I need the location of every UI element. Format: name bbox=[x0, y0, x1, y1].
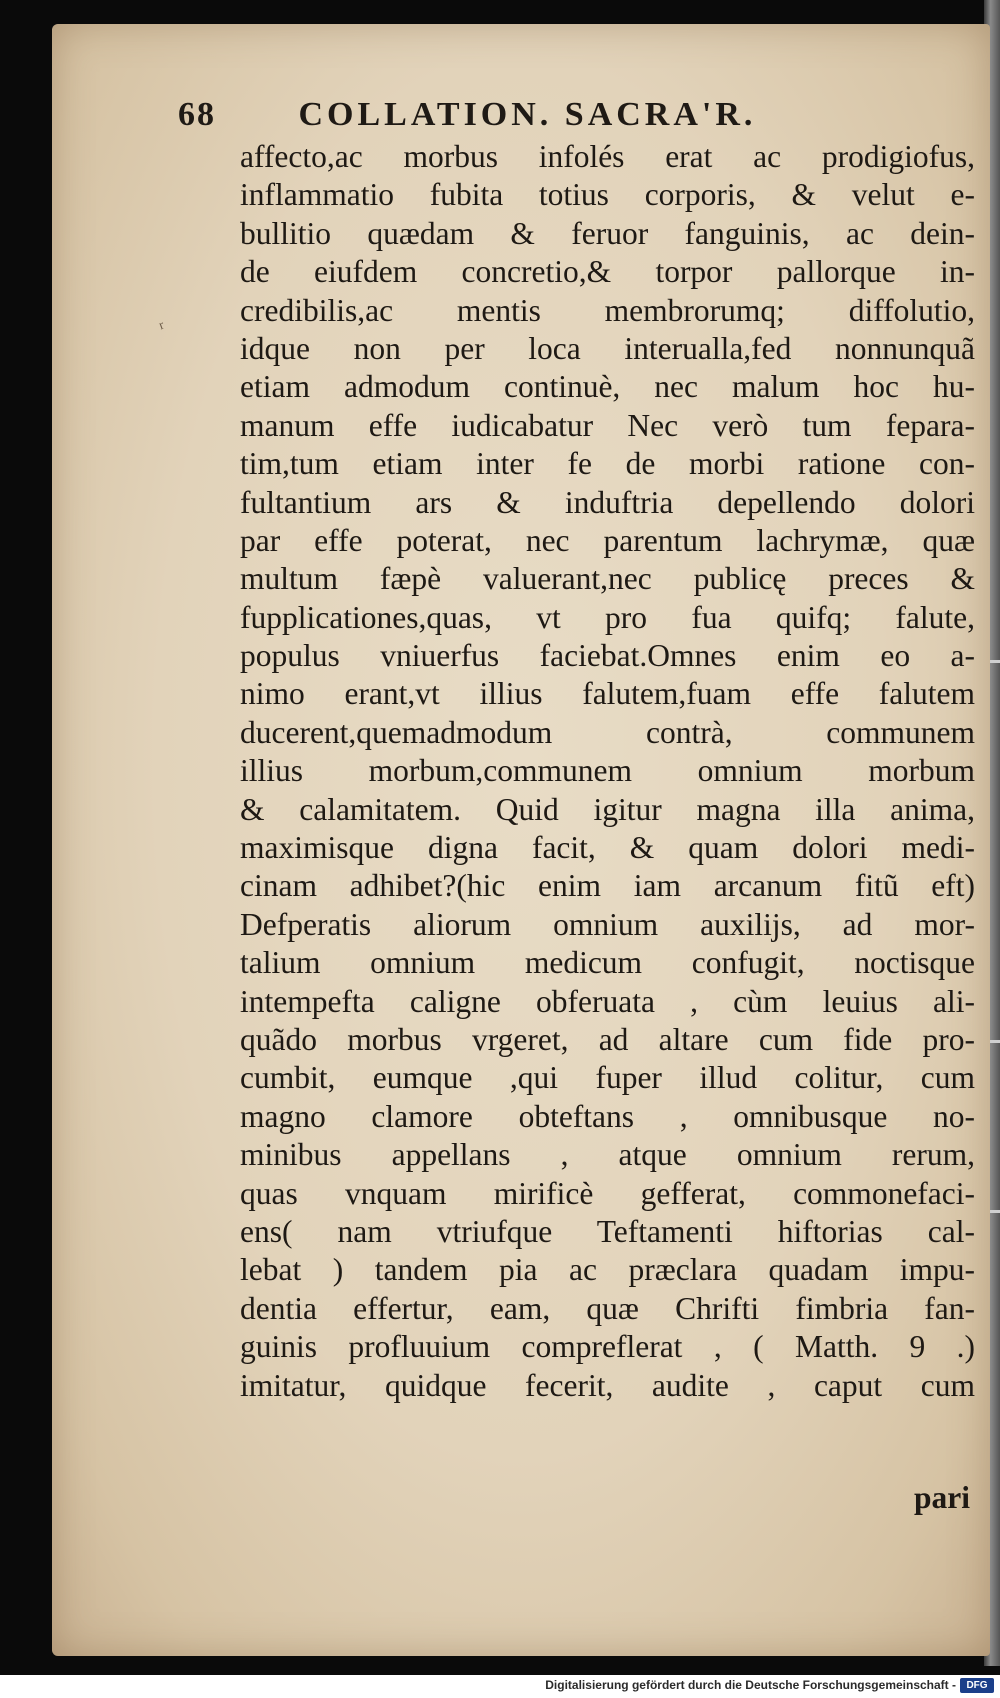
text-line: guinis profluuium compreflerat , ( Matth. 9 .) bbox=[240, 1329, 975, 1365]
text-line: etiam admodum continuè, nec malum hoc hu- bbox=[240, 369, 975, 405]
text-line: populus vniuerfus faciebat.Omnes enim eo a- bbox=[240, 638, 975, 674]
text-line: fupplicationes,quas, vt pro fua quifq; falute, bbox=[240, 599, 975, 635]
text-line: cumbit, eumque ,qui fuper illud colitur, cum bbox=[240, 1060, 975, 1096]
text-line: nimo erant,vt illius falutem,fuam effe falutem bbox=[240, 676, 975, 712]
body-text bbox=[240, 138, 975, 1405]
text-line: Defperatis aliorum omnium auxilijs, ad mor- bbox=[240, 906, 975, 942]
text-line: quas vnquam mirificè gefferat, commonefaci- bbox=[240, 1175, 975, 1211]
catchword: pari bbox=[913, 1480, 970, 1515]
text-line: de eiufdem concretio,& torpor pallorque in- bbox=[240, 254, 975, 290]
text-line: tim,tum etiam inter fe de morbi ratione con- bbox=[240, 446, 975, 482]
funding-credit: Digitalisierung gefördert durch die Deutsche Forschungsgemeinschaft - bbox=[545, 1678, 956, 1692]
running-title: COLLATION. SACRA'R. bbox=[298, 96, 757, 133]
text-line: talium omnium medicum confugit, noctisque bbox=[240, 945, 975, 981]
text-line: dentia effertur, eam, quæ Chrifti fimbria fan- bbox=[240, 1290, 975, 1326]
text-line: maximisque digna facit, & quam dolori medi- bbox=[240, 830, 975, 866]
text-line: magno clamore obteftans , omnibusque no- bbox=[240, 1098, 975, 1134]
text-line: ducerent,quemadmodum contrà, communem bbox=[240, 714, 975, 750]
margin-mark: ʳ bbox=[155, 314, 169, 341]
text-line: minibus appellans , atque omnium rerum, bbox=[240, 1137, 975, 1173]
text-line: imitatur, quidque fecerit, audite , caput cum bbox=[240, 1367, 975, 1403]
page-number: 68 bbox=[178, 96, 216, 133]
page-header bbox=[178, 96, 938, 134]
text-line: manum effe iudicabatur Nec verò tum fepara- bbox=[240, 407, 975, 443]
text-line: lebat ) tandem pia ac præclara quadam impu- bbox=[240, 1252, 975, 1288]
text-line: multum fæpè valuerant,nec publicę preces & bbox=[240, 561, 975, 597]
dfg-logo: DFG bbox=[960, 1678, 994, 1693]
text-line: par effe poterat, nec parentum lachrymæ, quæ bbox=[240, 522, 975, 558]
text-line: credibilis,ac mentis membrorumq; diffolutio, bbox=[240, 292, 975, 328]
text-line: affecto,ac morbus infolés erat ac prodigiofus, bbox=[240, 139, 975, 174]
text-line: fultantium ars & induftria depellendo dolori bbox=[240, 484, 975, 520]
footer-bar bbox=[0, 1675, 1000, 1698]
text-line: ens( nam vtriufque Teftamenti hiftorias cal- bbox=[240, 1213, 975, 1249]
text-line: intempefta caligne obferuata , cùm leuius ali- bbox=[240, 983, 975, 1019]
text-line: & calamitatem. Quid igitur magna illa anima, bbox=[240, 791, 975, 827]
text-line: quãdo morbus vrgeret, ad altare cum fide pro- bbox=[240, 1021, 975, 1057]
text-line: inflammatio fubita totius corporis, & velut e- bbox=[240, 177, 975, 213]
text-line: bullitio quædam & feruor fanguinis, ac dein- bbox=[240, 215, 975, 251]
text-line: idque non per loca interualla,fed nonnunquã bbox=[240, 330, 975, 366]
text-line: illius morbum,communem omnium morbum bbox=[240, 753, 975, 789]
text-line: cinam adhibet?(hic enim iam arcanum fitũ eft) bbox=[240, 868, 975, 904]
